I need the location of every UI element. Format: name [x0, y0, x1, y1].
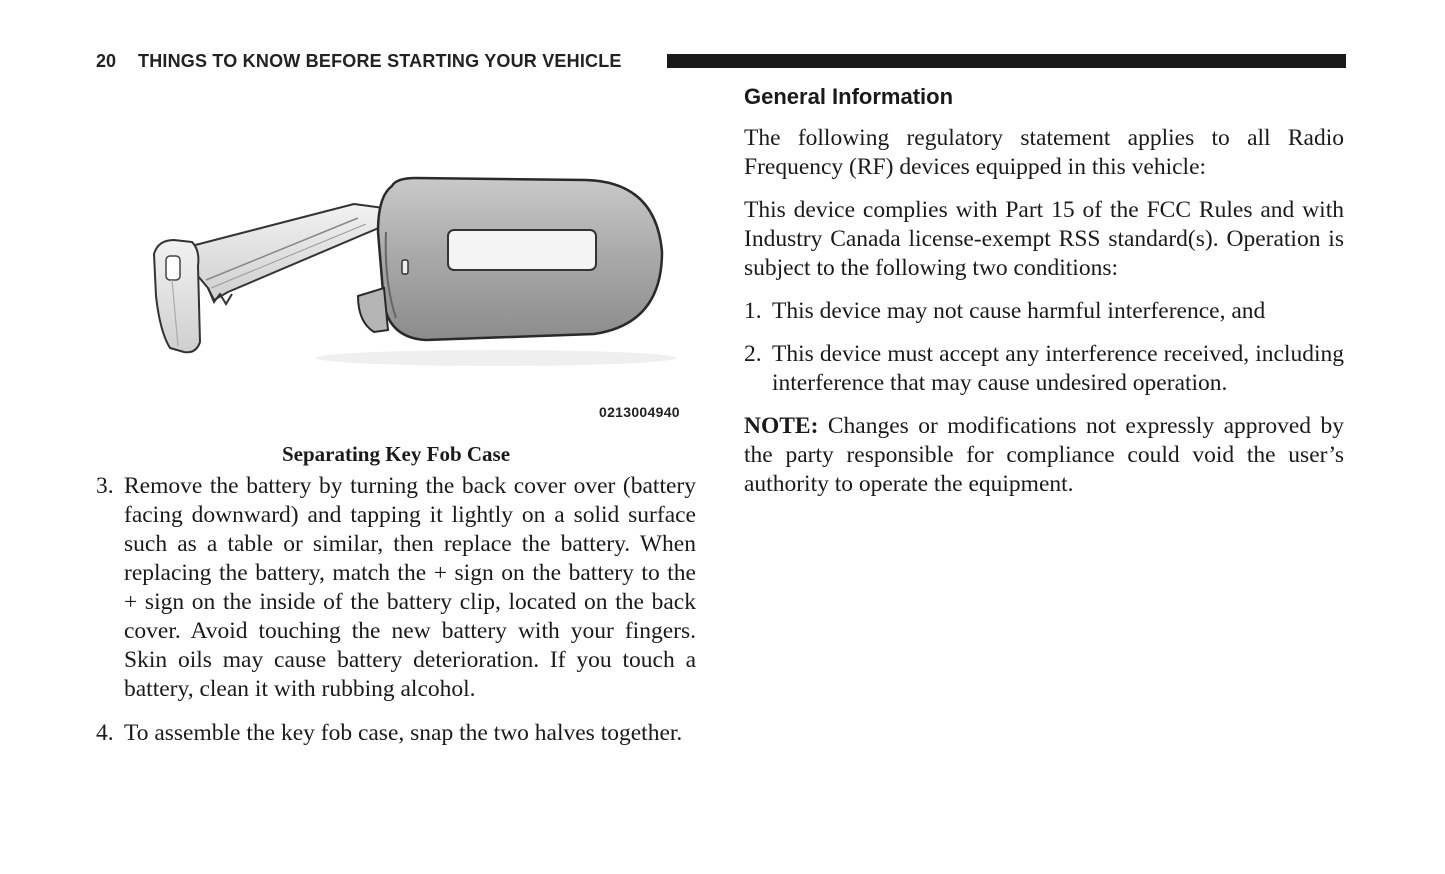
step-text: Remove the battery by turning the back cover over (battery facing downward) and tapping it lightly on a solid surface such as a table or similar, then replace the battery. When replacing the battery, match the + sign on the battery to the + sign on the inside of the battery clip, located on the back cover. Avoid touching the new battery with your fingers. Skin oils may cause battery deterioration. If you touch a battery, clean it with rubbing alcohol.: [124, 473, 696, 702]
fcc-paragraph: This device complies with Part 15 of the FCC Rules and with Industry Canada license-exempt RSS standard(s). Operation is subject to the following two conditions:: [744, 197, 1344, 281]
condition-text: This device may not cause harmful interference, and: [772, 298, 1266, 324]
note-paragraph: [744, 412, 1344, 499]
page-number: 20: [96, 51, 117, 71]
list-item: [96, 719, 696, 748]
header-rule: [667, 54, 1346, 68]
condition-number: 2.: [744, 341, 762, 367]
figure-code: 0213004940: [599, 404, 680, 420]
section-title: THINGS TO KNOW BEFORE STARTING YOUR VEHICLE: [138, 51, 622, 71]
condition-text: This device must accept any interference received, including interference that may cause undesired operation.: [772, 341, 1344, 396]
steps-list: [96, 472, 696, 763]
general-information-section: [744, 82, 1344, 513]
condition-number: 1.: [744, 298, 762, 324]
key-fob-figure: [96, 82, 696, 432]
figure-caption: Separating Key Fob Case: [281, 442, 511, 466]
list-item: [744, 297, 1344, 326]
regulatory-paragraph: The following regulatory statement applies to all Radio Frequency (RF) devices equipped in this vehicle:: [744, 125, 1344, 180]
step-number: 3.: [96, 473, 114, 499]
page-header: [96, 50, 1346, 72]
list-item: [96, 472, 696, 704]
list-item: [744, 340, 1344, 398]
note-label: NOTE:: [744, 413, 819, 439]
key-fob-illustration-icon: [96, 82, 696, 432]
note-text: Changes or modifications not expressly approved by the party responsible for compliance could void the user’s authority to operate the equipment.: [744, 413, 1344, 497]
section-heading: General Information: [744, 84, 954, 109]
step-number: 4.: [96, 720, 114, 746]
step-text: To assemble the key fob case, snap the two halves together.: [124, 720, 683, 746]
